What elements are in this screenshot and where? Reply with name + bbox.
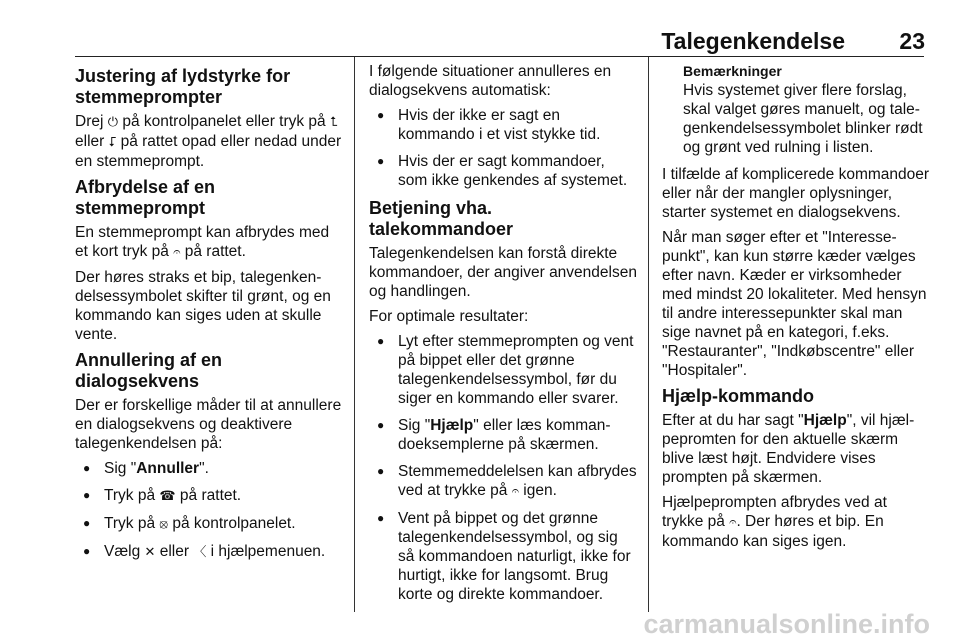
column-divider-2: [648, 57, 649, 612]
list-item: ● Tryk på ⦻ på kontrolpanelet.: [75, 514, 343, 534]
paragraph-beep: Der høres straks et bip, talegenkendelsessymbolet skifter til grønt, og en kommando kan siges uden at skulle vente.: [75, 269, 331, 343]
list-item: ● Sig "Hjælp" eller læs kommandoeksemplerne på skærmen.: [369, 416, 637, 454]
volume-up-icon: ⮤: [329, 115, 338, 130]
heading-volume: Justering af lydstyrke for stemmeprompter: [75, 66, 291, 107]
back-icon: 〈: [193, 545, 207, 560]
note-block: [662, 62, 930, 157]
paragraph-direct-commands: Talegenkendelsen kan forstå direkte kommandoer, der angiver anvendelsen og handlingen.: [369, 245, 637, 300]
list-item: ● Lyt efter stemmeprompten og vent på bippet eller det grønne talegenkendelsessymbol, før du siger en kommando eller svarer.: [369, 332, 637, 408]
list-item: ● Vent på bippet og det grønne talegenkendelsessymbol, og sig så kommandoen naturligt, ikke for hurtigt, ikke for langsomt. Brug korte og direkte kommandoer.: [369, 509, 637, 604]
heading-cancel: Annullering af en dialogsekvens: [75, 350, 223, 391]
knob-icon: ⏻: [107, 115, 119, 130]
list-item: ● Sig "Annuller".: [75, 459, 343, 478]
paragraph-volume: Drej ⏻ på kontrolpanelet eller tryk på ⮤ eller ⮦ på rattet opad eller nedad under en stemmeprompt.: [75, 113, 342, 170]
paragraph-help: Efter at du har sagt "Hjælp", vil hjælpepromten for den aktuelle skærm blive læst højt. Endvidere vises prompten på skærmen.: [662, 412, 915, 486]
paragraph-help-interrupt: Hjælpeprompten afbrydes ved at trykke på 𝄐. Der høres et bip. En kommando kan siges igen.: [662, 494, 887, 550]
note-text: Hvis systemet giver flere forslag, skal valget gøres manuelt, og talegenkendelsessymbolet blinker rødt og grønt ved rulning i listen.: [683, 82, 923, 156]
cancel-list: [75, 459, 343, 562]
column-3: [662, 62, 930, 557]
voice-icon: 𝄐: [511, 484, 519, 499]
heading-help: Hjælp-kommando: [662, 386, 815, 406]
column-divider-1: [354, 57, 355, 612]
page-number: 23: [899, 28, 925, 54]
tips-list: [369, 332, 637, 604]
list-item: ● Stemmemeddelelsen kan afbrydes ved at trykke på 𝄐 igen.: [369, 462, 637, 501]
hang-up-icon: ☎: [159, 489, 176, 504]
mute-icon: ⦻: [159, 517, 169, 532]
column-2: [369, 62, 637, 612]
paragraph-auto-cancel: I følgende situationer annulleres en dialogsekvens automatisk:: [369, 63, 612, 99]
volume-down-icon: ⮦: [108, 135, 117, 150]
heading-interrupt: Afbrydelse af en stemmeprompt: [75, 177, 216, 218]
header-title: Talegenkendelse: [661, 28, 845, 54]
paragraph-poi: Når man søger efter et "Interessepunkt", kan kun større kæder vælges efter navn. Kæder er virksomheder med mindst 20 lokaliteter. Med hensyn til andre interessepunkter skal man sige navnet på en kategori, f.eks. "Restauranter", "Indkøbscentre" eller "Hospitaler".: [662, 229, 927, 379]
close-icon: ✕: [144, 545, 156, 560]
note-title: Bemærkninger: [683, 63, 782, 79]
list-item: ● Hvis der ikke er sagt en kommando i et vist stykke tid.: [369, 106, 637, 144]
voice-icon: 𝄐: [729, 515, 737, 530]
paragraph-optimal: For optimale resultater:: [369, 308, 529, 325]
header-rule: [75, 56, 924, 57]
list-item: ● Hvis der er sagt kommandoer, som ikke genkendes af systemet.: [369, 152, 637, 190]
voice-icon: 𝄐: [173, 245, 181, 260]
auto-cancel-list: [369, 106, 637, 190]
heading-voice-operation: Betjening vha. talekommandoer: [369, 198, 514, 239]
paragraph-interrupt: En stemmeprompt kan afbrydes med et kort tryk på 𝄐 på rattet.: [75, 224, 330, 260]
paragraph-cancel: Der er forskellige måder til at annullere en dialogsekvens og deaktivere talegenkendelsen på:: [75, 397, 342, 452]
column-1: [75, 62, 343, 570]
watermark: carmanualsonline.info: [643, 609, 930, 639]
list-item: ● Tryk på ☎ på rattet.: [75, 486, 343, 506]
list-item: ● Vælg ✕ eller 〈 i hjælpemenuen.: [75, 542, 343, 562]
paragraph-dialog: I tilfælde af komplicerede kommandoer eller når der mangler oplysninger, starter systemet en dialogsekvens.: [662, 166, 930, 221]
